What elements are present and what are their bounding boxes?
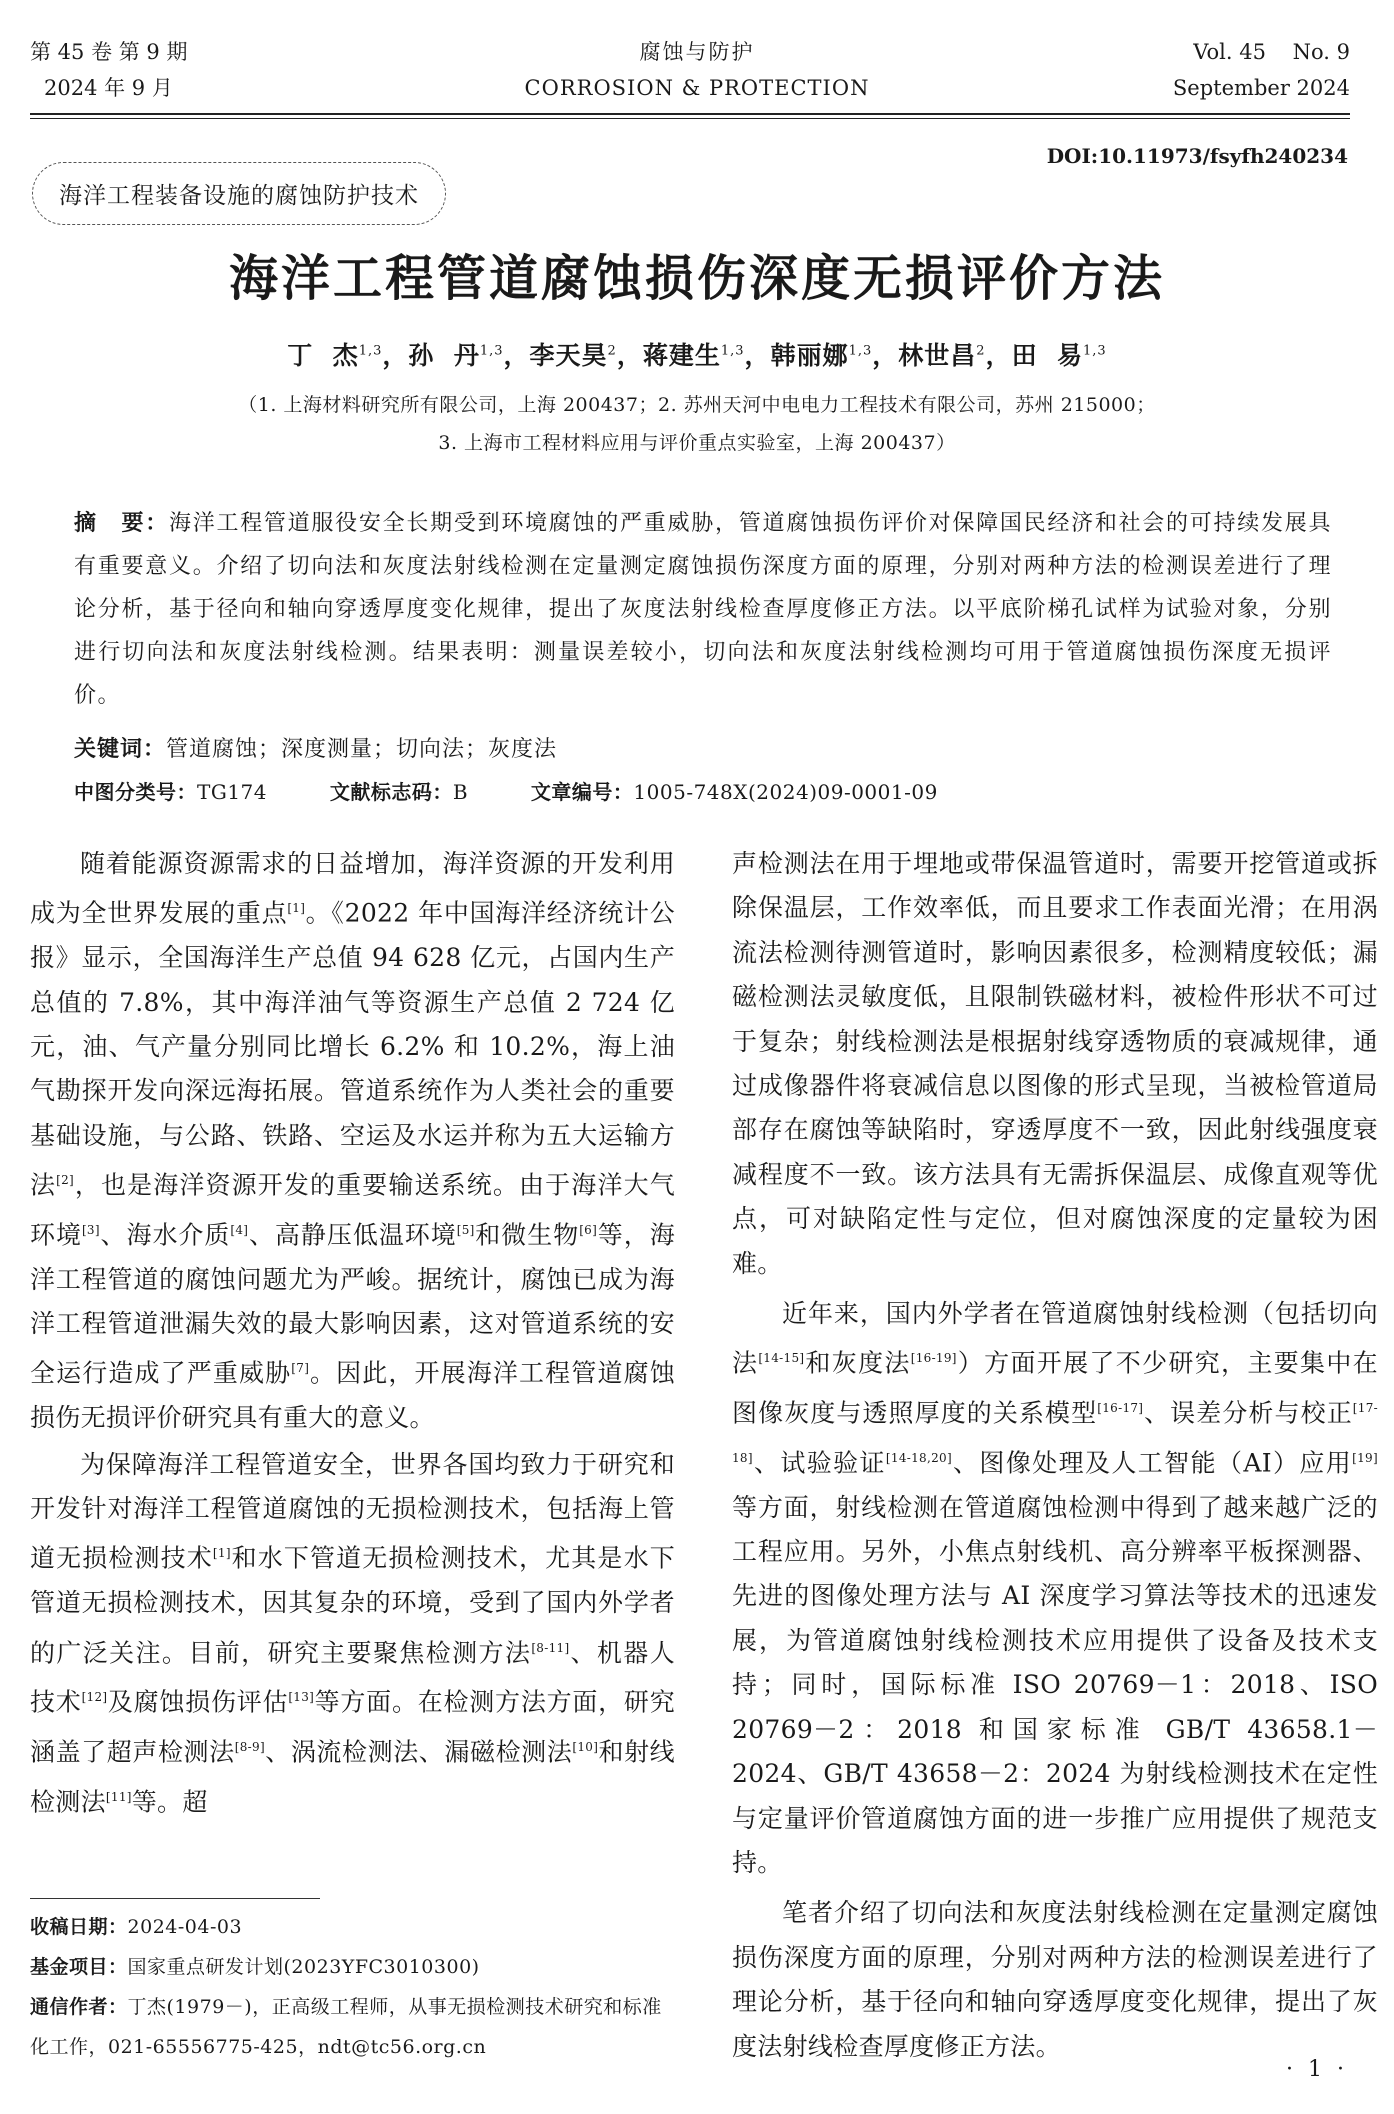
keywords bbox=[74, 730, 557, 770]
citation: [8-9] bbox=[234, 1740, 265, 1755]
fund-project: 基金项目：国家重点研发计划(2023YFC3010300) bbox=[30, 1956, 480, 1978]
author: 蒋建生$^{1,3}$， bbox=[642, 341, 771, 370]
body-column-right bbox=[732, 842, 1378, 2069]
volume-issue: 第 45 卷 第 9 期 bbox=[30, 40, 188, 64]
footnotes bbox=[30, 1907, 680, 2067]
corresponding-author: 通信作者：丁杰(1979－)，正高级工程师，从事无损检测技术研究和标准化工作，021-65556775-425，ndt@tc56.org.cn bbox=[30, 1996, 662, 2058]
body-paragraph: 声检测法在用于埋地或带保温管道时，需要开挖管道或拆除保温层，工作效率低，而且要求工作表面光滑；在用涡流法检测待测管道时，影响因素很多，检测精度较低；漏磁检测法灵敏度低，且限制铁磁材料，被检件形状不可过于复杂；射线检测法是根据射线穿透物质的衰减规律，通过成像器件将衰减信息以图像的形式呈现，当被检管道局部存在腐蚀等缺陷时，穿透厚度不一致，因此射线强度衰减程度不一致。该方法具有无需拆保温层、成像直观等优点，可对缺陷定性与定位，但对腐蚀深度的定量较为困难。 bbox=[732, 849, 1378, 1278]
citation: [4] bbox=[230, 1222, 249, 1237]
keywords-text: 管道腐蚀；深度测量；切向法；灰度法 bbox=[166, 737, 558, 762]
date-cn: 2024 年 9 月 bbox=[44, 76, 173, 100]
doi: DOI:10.11973/fsyfh240234 bbox=[1046, 144, 1348, 168]
author: 孙 丹$^{1,3}$， bbox=[408, 341, 530, 370]
citation: [1] bbox=[212, 1546, 231, 1561]
citation: [17-18] bbox=[732, 1401, 1379, 1465]
abstract-label: 摘 要： bbox=[74, 511, 169, 536]
journal-cn: 腐蚀与防护 bbox=[639, 40, 755, 64]
author: 李天昊$^2$， bbox=[529, 341, 643, 370]
received-date: 收稿日期：2024-04-03 bbox=[30, 1916, 243, 1938]
citation: [11] bbox=[105, 1789, 132, 1804]
abstract bbox=[74, 502, 1332, 717]
abstract-text: 海洋工程管道服役安全长期受到环境腐蚀的严重威胁，管道腐蚀损伤评价对保障国民经济和社会的可持续发展具有重要意义。介绍了切向法和灰度法射线检测在定量测定腐蚀损伤深度方面的原理，分别对两种方法的检测误差进行了理论分析，基于径向和轴向穿透厚度变化规律，提出了灰度法射线检查厚度修正方法。以平底阶梯孔试样为试验对象，分别进行切向法和灰度法射线检测。结果表明：测量误差较小，切向法和灰度法射线检测均可用于管道腐蚀损伤深度无损评价。 bbox=[74, 511, 1332, 708]
keywords-label: 关键词： bbox=[74, 737, 167, 762]
author-list bbox=[0, 336, 1394, 372]
citation: [13] bbox=[288, 1690, 315, 1705]
body-paragraph: 为保障海洋工程管道安全，世界各国均致力于研究和开发针对海洋工程管道腐蚀的无损检测技术，包括海上管道无损检测技术[1]和水下管道无损检测技术，尤其是水下管道无损检测技术，因其复杂的环境，受到了国内外学者的广泛关注。目前，研究主要聚焦检测方法[8-11]、机器人技术[12]及腐蚀损伤评估[13]等方面。在检测方法方面，研究涵盖了超声检测法[8-9]、涡流检测法、漏磁检测法[10]和射线检测法[11]等。超 bbox=[30, 1449, 676, 1817]
citation: [16-17] bbox=[1097, 1401, 1144, 1416]
clc-code: 中图分类号：TG174 bbox=[74, 780, 267, 804]
body-paragraph: 笔者介绍了切向法和灰度法射线检测在定量测定腐蚀损伤深度方面的原理，分别对两种方法的检测误差进行了理论分析，基于径向和轴向穿透厚度变化规律，提出了灰度法射线检查厚度修正方法。 bbox=[732, 1898, 1378, 2061]
citation: [3] bbox=[81, 1222, 100, 1237]
header-right bbox=[1173, 34, 1350, 106]
citation: [10] bbox=[572, 1740, 599, 1755]
column-tag bbox=[32, 162, 446, 225]
affiliation-line-2: 3. 上海市工程材料应用与评价重点实验室，上海 200437） bbox=[438, 432, 956, 454]
footnote-rule bbox=[30, 1898, 320, 1899]
article-number: 文章编号：1005-748X(2024)09-0001-09 bbox=[530, 780, 938, 804]
column-tag-text: 海洋工程装备设施的腐蚀防护技术 bbox=[59, 183, 419, 209]
body-column-left bbox=[30, 842, 675, 1824]
page-number: · 1 · bbox=[1286, 2057, 1348, 2082]
header-rule-thin bbox=[30, 118, 1350, 119]
citation: [5] bbox=[456, 1222, 475, 1237]
citation: [19] bbox=[1352, 1450, 1378, 1465]
author: 丁 杰$^{1,3}$， bbox=[287, 341, 409, 370]
citation: [6] bbox=[579, 1222, 598, 1237]
date-en: September 2024 bbox=[1172, 76, 1350, 100]
journal-en: CORROSION & PROTECTION bbox=[524, 76, 870, 100]
author: 韩丽娜$^{1,3}$， bbox=[770, 341, 899, 370]
article-title: 海洋工程管道腐蚀损伤深度无损评价方法 bbox=[228, 249, 1165, 307]
volume-en: Vol. 45 No. 9 bbox=[1193, 40, 1350, 64]
body-paragraph: 随着能源资源需求的日益增加，海洋资源的开发利用成为全世界发展的重点[1]。《2022 年中国海洋经济统计公报》显示，全国海洋生产总值 94 628 亿元，占国内生产总值的 7.8%，其中海洋油气等资源生产总值 2 724 亿元，油、气产量分别同比增长 6.2% 和 10.2%，海上油气勘探开发向深远海拓展。管道系统作为人类社会的重要基础设施，与公路、铁路、空运及水运并称为五大运输方法[2]，也是海洋资源开发的重要输送系统。由于海洋大气环境[3]、海水介质[4]、高静压低温环境[5]和微生物[6]等，海洋工程管道的腐蚀问题尤为严峻。据统计，腐蚀已成为海洋工程管道泄漏失效的最大影响因素，这对管道系统的安全运行造成了严重威胁[7]。因此，开展海洋工程管道腐蚀损伤无损评价研究具有重大的意义。 bbox=[30, 849, 676, 1433]
author: 林世昌$^2$， bbox=[898, 341, 1012, 370]
citation: [1] bbox=[287, 901, 306, 916]
citation: [16-19] bbox=[910, 1351, 957, 1366]
document-code: 文献标志码：B bbox=[329, 780, 469, 804]
author: 田 易$^{1,3}$ bbox=[1011, 341, 1107, 370]
classification-line bbox=[74, 772, 994, 812]
citation: [8-11] bbox=[531, 1640, 570, 1655]
citation: [2] bbox=[56, 1173, 75, 1188]
header-rule bbox=[30, 113, 1350, 115]
citation: [14-18,20] bbox=[885, 1450, 952, 1465]
citation: [14-15] bbox=[758, 1351, 805, 1366]
body-paragraph: 近年来，国内外学者在管道腐蚀射线检测（包括切向法[14-15]和灰度法[16-19]）方面开展了不少研究，主要集中在图像灰度与透照厚度的关系模型[16-17]、误差分析与校正[17-18]、试验验证[14-18,20]、图像处理及人工智能（AI）应用[19]等方面，射线检测在管道腐蚀检测中得到了越来越广泛的工程应用。另外，小焦点射线机、高分辨率平板探测器、先进的图像处理方法与 AI 深度学习算法等技术的迅速发展，为管道腐蚀射线检测技术应用提供了设备及技术支持；同时，国际标准 ISO 20769－1：2018、ISO 20769－2：2018 和国家标准 GB/T 43658.1－2024、GB/T 43658－2：2024 为射线检测技术在定性与定量评价管道腐蚀方面的进一步推广应用提供了规范支持。 bbox=[732, 1299, 1379, 1877]
citation: [12] bbox=[81, 1690, 108, 1705]
affiliation-line-1: （1. 上海材料研究所有限公司，上海 200437；2. 苏州天河中电电力工程技术有限公司，苏州 215000； bbox=[238, 394, 1156, 416]
citation: [7] bbox=[291, 1361, 310, 1376]
